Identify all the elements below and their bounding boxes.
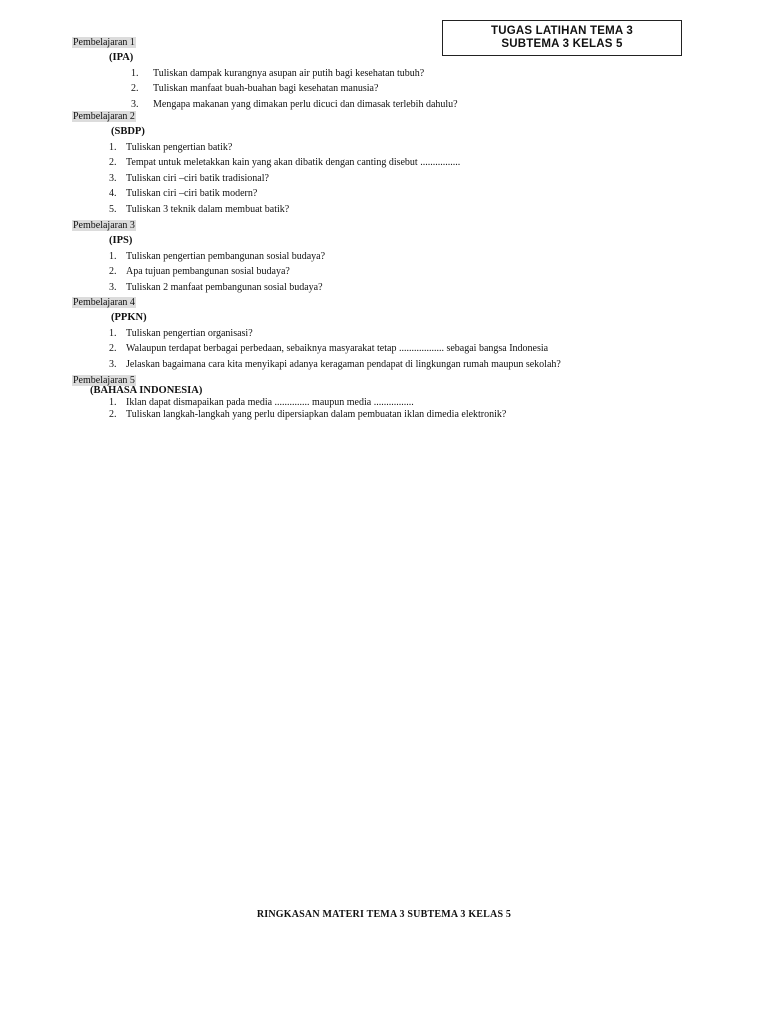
lesson-4-label: Pembelajaran 4 (73, 297, 135, 308)
lesson-3-label: Pembelajaran 3 (73, 220, 135, 231)
subject-bahasa-indonesia: (BAHASA INDONESIA) (90, 385, 203, 396)
subject-ppkn: (PPKN) (111, 312, 147, 323)
lesson-5-label: Pembelajaran 5 (73, 375, 135, 386)
summary-title: RINGKASAN MATERI TEMA 3 SUBTEMA 3 KELAS 5 (256, 909, 512, 920)
title-line-1: TUGAS LATIHAN TEMA 3 (491, 25, 633, 37)
subject-sbdp: (SBDP) (111, 126, 145, 137)
lesson-1-label: Pembelajaran 1 (73, 37, 135, 48)
subject-ips: (IPS) (109, 235, 133, 246)
title-line-2: SUBTEMA 3 KELAS 5 (501, 38, 623, 50)
subject-ipa: (IPA) (109, 52, 134, 63)
title-box (442, 20, 682, 56)
lesson-2-label: Pembelajaran 2 (73, 111, 135, 122)
